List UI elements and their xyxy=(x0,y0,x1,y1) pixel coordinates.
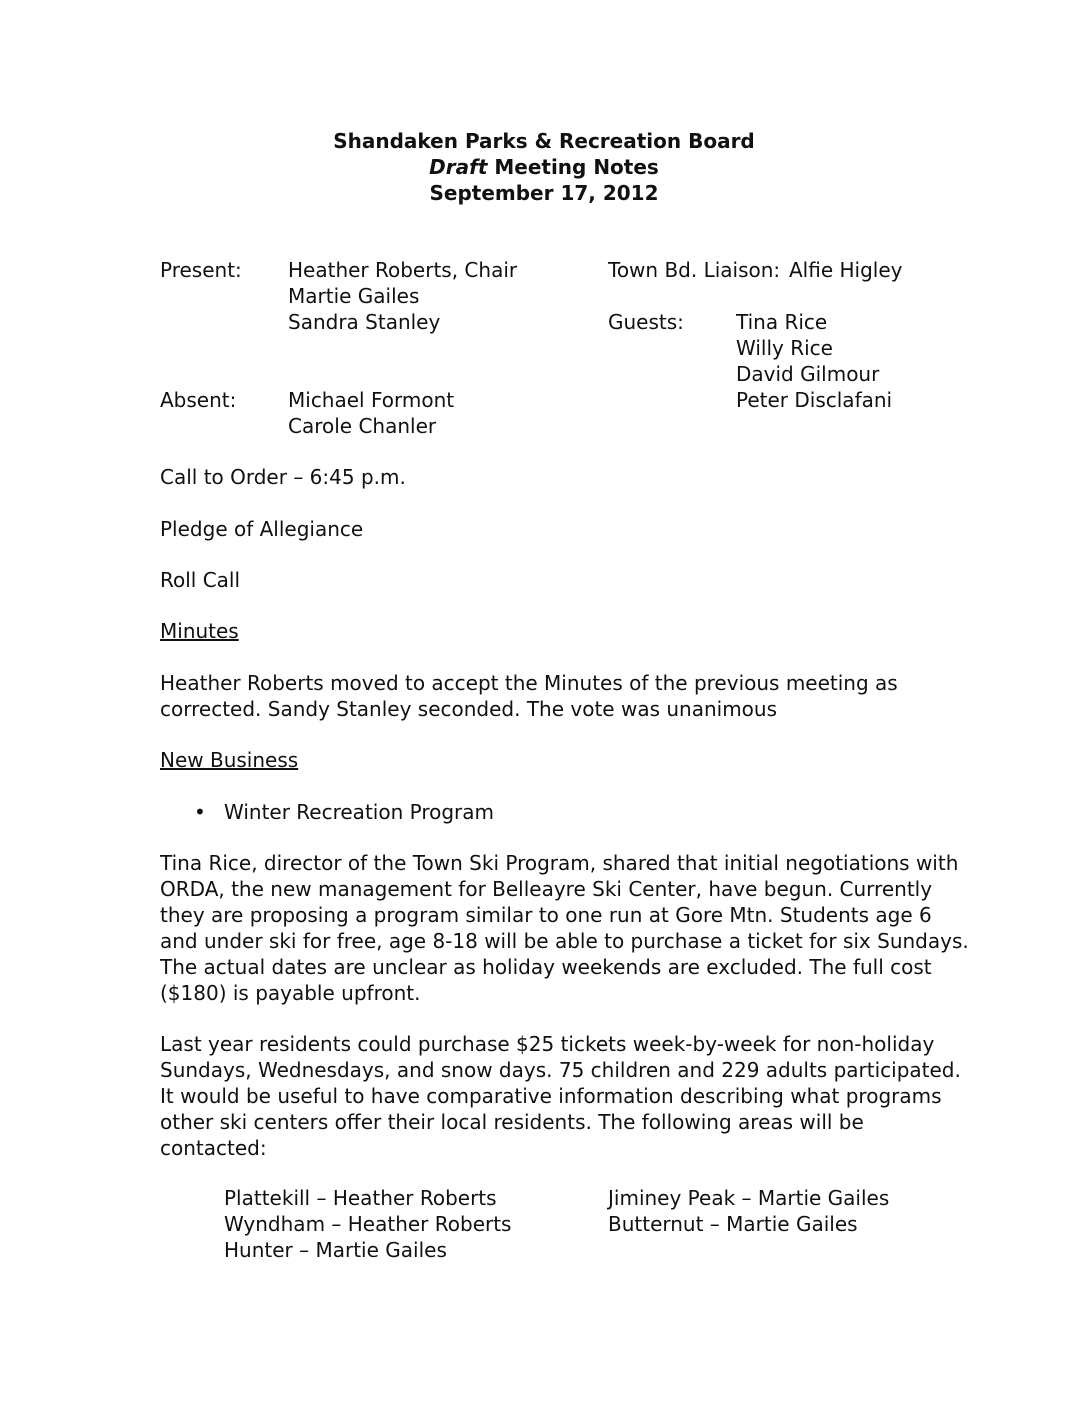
absent-member: Michael Formont xyxy=(288,388,455,412)
contact-assignment: Hunter – Martie Gailes xyxy=(224,1238,447,1262)
guest-name: Willy Rice xyxy=(736,336,833,360)
paragraph-line: It would be useful to have comparative information describing what programs xyxy=(160,1084,942,1108)
liaison-label: Town Bd. Liaison: xyxy=(608,258,781,282)
bullet-item: Winter Recreation Program xyxy=(224,800,494,824)
paragraph-line: and under ski for free, age 8-18 will be able to purchase a ticket for six Sundays. xyxy=(160,929,969,953)
notes-subtitle xyxy=(0,154,1088,180)
absent-member: Carole Chanler xyxy=(288,414,437,438)
paragraph-line: Last year residents could purchase $25 tickets week-by-week for non-holiday xyxy=(160,1032,935,1056)
guest-name: Peter Disclafani xyxy=(736,388,893,412)
present-member: Sandra Stanley xyxy=(288,310,441,334)
contact-assignment: Butternut – Martie Gailes xyxy=(608,1212,858,1236)
paragraph-line: Tina Rice, director of the Town Ski Program, shared that initial negotiations with xyxy=(160,851,959,875)
paragraph-line: ($180) is payable upfront. xyxy=(160,981,421,1005)
new-business-heading: New Business xyxy=(160,748,299,772)
paragraph-line: other ski centers offer their local residents. The following areas will be xyxy=(160,1110,864,1134)
guests-label: Guests: xyxy=(608,310,684,334)
contact-assignment: Jiminey Peak – Martie Gailes xyxy=(608,1186,890,1210)
present-member: Martie Gailes xyxy=(288,284,420,308)
roll-call: Roll Call xyxy=(160,568,241,592)
last-year-paragraph xyxy=(160,1031,961,1161)
paragraph-line: The actual dates are unclear as holiday weekends are excluded. The full cost xyxy=(160,955,932,979)
pledge-of-allegiance: Pledge of Allegiance xyxy=(160,517,364,541)
ski-program-paragraph xyxy=(160,850,969,1006)
liaison-name: Alfie Higley xyxy=(789,258,903,282)
guest-name: Tina Rice xyxy=(736,310,828,334)
contact-assignment: Wyndham – Heather Roberts xyxy=(224,1212,512,1236)
board-title: Shandaken Parks & Recreation Board xyxy=(333,129,755,153)
minutes-paragraph xyxy=(160,670,940,722)
absent-label: Absent: xyxy=(160,388,237,412)
paragraph-line: corrected. Sandy Stanley seconded. The vote was unanimous xyxy=(160,697,778,721)
present-member: Heather Roberts, Chair xyxy=(288,258,518,282)
present-label: Present: xyxy=(160,258,242,282)
bullet-icon: • xyxy=(194,800,206,824)
paragraph-line: contacted: xyxy=(160,1136,267,1160)
draft-label: Draft xyxy=(429,155,488,179)
minutes-heading: Minutes xyxy=(160,619,239,643)
meeting-notes-label: Meeting Notes xyxy=(487,155,659,179)
paragraph-line: Sundays, Wednesdays, and snow days. 75 children and 229 adults participated. xyxy=(160,1058,961,1082)
call-to-order: Call to Order – 6:45 p.m. xyxy=(160,465,406,489)
meeting-date: September 17, 2012 xyxy=(429,181,659,205)
paragraph-line: ORDA, the new management for Belleayre Ski Center, have begun. Currently xyxy=(160,877,933,901)
contact-assignment: Plattekill – Heather Roberts xyxy=(224,1186,497,1210)
paragraph-line: Heather Roberts moved to accept the Minutes of the previous meeting as xyxy=(160,671,898,695)
guest-name: David Gilmour xyxy=(736,362,880,386)
paragraph-line: they are proposing a program similar to one run at Gore Mtn. Students age 6 xyxy=(160,903,932,927)
